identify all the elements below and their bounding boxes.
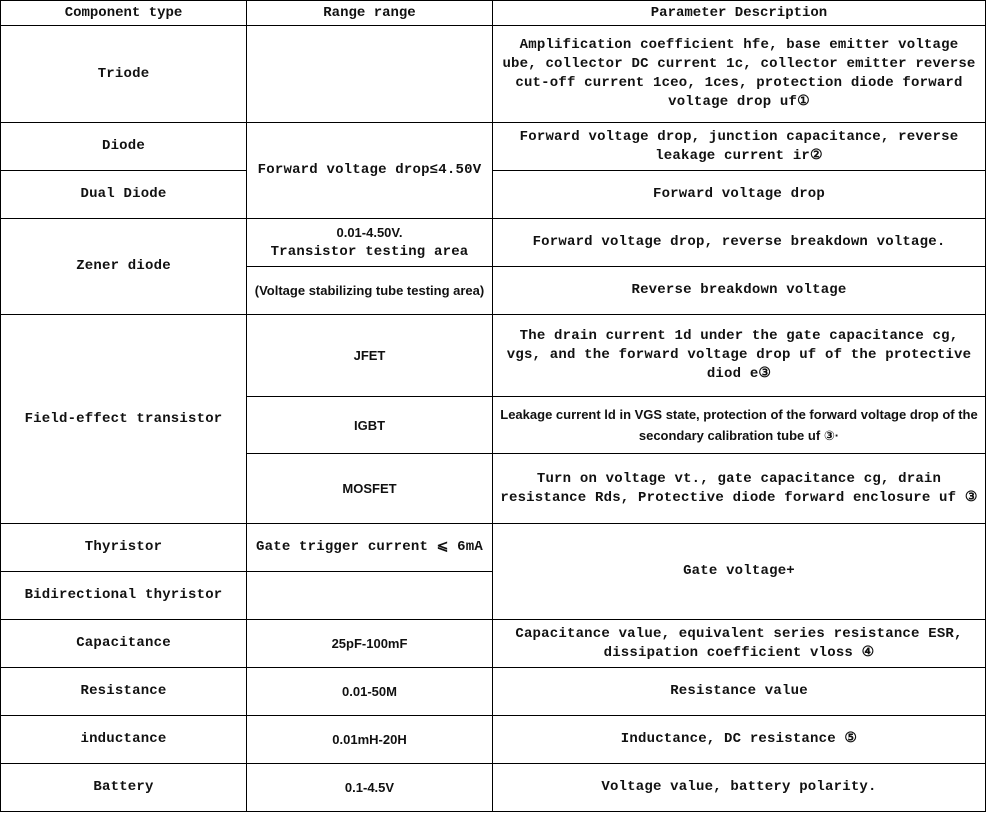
- component-type-cell: Triode: [1, 26, 247, 123]
- parameter-cell: Leakage current ld in VGS state, protection of the forward voltage drop of the secondary calibration tube uf ③·: [493, 397, 986, 454]
- component-type-cell: Zener diode: [1, 219, 247, 315]
- table-row: [1, 26, 986, 123]
- table-row: [1, 171, 986, 219]
- component-type-cell: Field-effect transistor: [1, 315, 247, 524]
- table-row: [1, 620, 986, 668]
- parameter-cell: Turn on voltage vt., gate capacitance cg, drain resistance Rds, Protective diode forward enclosure uf ③: [493, 454, 986, 524]
- range-cell: (Voltage stabilizing tube testing area): [247, 267, 493, 315]
- range-cell: [247, 572, 493, 620]
- table-row: [1, 315, 986, 397]
- header-row: [1, 1, 986, 26]
- component-type-cell: Bidirectional thyristor: [1, 572, 247, 620]
- range-cell: MOSFET: [247, 454, 493, 524]
- range-cell: [247, 219, 493, 267]
- parameter-cell: Capacitance value, equivalent series resistance ESR, dissipation coefficient vloss ④: [493, 620, 986, 668]
- range-cell: 0.01mH-20H: [247, 716, 493, 764]
- component-type-cell: Thyristor: [1, 524, 247, 572]
- parameter-cell: Resistance value: [493, 668, 986, 716]
- component-type-cell: Capacitance: [1, 620, 247, 668]
- parameter-cell: Forward voltage drop, junction capacitance, reverse leakage current ir②: [493, 123, 986, 171]
- component-type-cell: Battery: [1, 764, 247, 812]
- range-line: 0.01-4.50V.: [336, 225, 403, 240]
- component-type-cell: Diode: [1, 123, 247, 171]
- range-cell: 0.01-50M: [247, 668, 493, 716]
- component-type-cell: Resistance: [1, 668, 247, 716]
- parameter-cell: Reverse breakdown voltage: [493, 267, 986, 315]
- range-cell: IGBT: [247, 397, 493, 454]
- table-row: [1, 219, 986, 267]
- table-row: [1, 764, 986, 812]
- parameter-cell: The drain current 1d under the gate capacitance cg, vgs, and the forward voltage drop uf of the protective diod e③: [493, 315, 986, 397]
- range-cell: Gate trigger current ⩽ 6mA: [247, 524, 493, 572]
- range-cell: [247, 26, 493, 123]
- parameter-cell: Gate voltage+: [493, 524, 986, 620]
- parameter-cell: Voltage value, battery polarity.: [493, 764, 986, 812]
- parameter-cell: Forward voltage drop: [493, 171, 986, 219]
- parameter-cell: Forward voltage drop, reverse breakdown voltage.: [493, 219, 986, 267]
- range-line: Transistor testing area: [270, 244, 469, 260]
- component-type-cell: inductance: [1, 716, 247, 764]
- parameter-cell: Amplification coefficient hfe, base emitter voltage ube, collector DC current 1c, collector emitter reverse cut-off current 1ceo, 1ces, protection diode forward voltage drop uf①: [493, 26, 986, 123]
- header-range: Range range: [247, 1, 493, 26]
- table-row: [1, 524, 986, 572]
- header-component-type: Component type: [1, 1, 247, 26]
- range-cell: 25pF-100mF: [247, 620, 493, 668]
- header-parameter-description: Parameter Description: [493, 1, 986, 26]
- table-row: [1, 123, 986, 171]
- range-cell: Forward voltage drop≤4.50V: [247, 123, 493, 219]
- parameter-cell: Inductance, DC resistance ⑤: [493, 716, 986, 764]
- range-cell: 0.1-4.5V: [247, 764, 493, 812]
- table-row: [1, 716, 986, 764]
- table-row: [1, 668, 986, 716]
- range-cell: JFET: [247, 315, 493, 397]
- component-type-cell: Dual Diode: [1, 171, 247, 219]
